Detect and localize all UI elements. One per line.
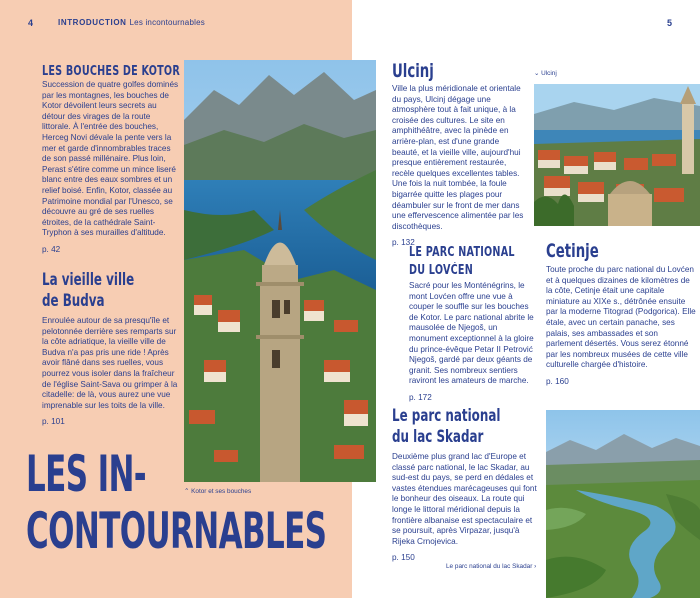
ulcinj-illustration bbox=[534, 84, 700, 226]
skadar-heading bbox=[392, 406, 547, 448]
ulcinj-page-ref: p. 132 bbox=[392, 238, 415, 248]
skadar-illustration bbox=[546, 410, 700, 598]
caption-right-arrow-icon: › bbox=[534, 563, 537, 570]
skadar-text: Deuxième plus grand lac d'Europe et classé parc national, le lac Skadar, au sud-est du pays, se perd en dédales et vastes étendues marécageuses qui font le bonheur des oiseaux. La route qui longe le littoral méridional depuis la frontière albanaise est spectaculaire et se poursuit, après Virpazar, jusqu'à Rijeka Crnojevica. bbox=[392, 452, 537, 546]
skadar-title-line2: du lac Skadar bbox=[392, 427, 484, 447]
ulcinj-text: Ville la plus méridionale et orientale du pays, Ulcinj dégage une atmosphère tout à fait unique, à la croisée des cultures. Le site en amphithéâtre, avec la pinède en arrière-plan, est d'une grande beauté, et la vieille ville, aujourd'hui presque entièrement restaurée, recèle quelques excellentes tables. Une fois la nuit tombée, la foule bigarrée quitte les plages pour déambuler sur le front de mer dans une effervescence alimentée par les discothèques. bbox=[392, 84, 524, 231]
cetinje-title: Cetinje bbox=[546, 240, 599, 262]
ulcinj-photo-caption: ⌄ Ulcinj bbox=[534, 70, 557, 77]
budva-title-line1: La vieille ville bbox=[42, 270, 135, 290]
cetinje-body bbox=[546, 265, 696, 388]
skadar-title-line1: Le parc national bbox=[392, 406, 501, 426]
section-title: Les incontournables bbox=[129, 18, 205, 27]
kotor-page-ref: p. 42 bbox=[42, 244, 61, 254]
budva-page-ref: p. 101 bbox=[42, 417, 65, 427]
caption-up-arrow-icon: ⌃ bbox=[184, 488, 190, 495]
ulcinj-body bbox=[392, 84, 524, 249]
main-title-line2: CONTOURNABLES bbox=[26, 502, 327, 560]
kotor-title: LES BOUCHES DE KOTOR bbox=[42, 64, 180, 79]
cetinje-heading bbox=[546, 240, 621, 262]
caption-down-arrow-icon: ⌄ bbox=[534, 70, 540, 77]
budva-title-line2: de Budva bbox=[42, 291, 105, 311]
section-label: INTRODUCTION bbox=[58, 18, 127, 27]
lovcen-text: Sacré pour les Monténégrins, le mont Lovćen offre une vue à couper le souffle sur les bouches de Kotor. Le parc national abrite le mausolée de Njegoš, un monument exceptionnel à la gloire du prince-évêque Petar II Petrović Njegoš, gardé par deux géants de granit. Ses nombreux sentiers raviront les amateurs de marche. bbox=[409, 281, 534, 386]
right-page-number: 5 bbox=[667, 18, 673, 28]
cetinje-text: Toute proche du parc national du Lovćen et à quelques dizaines de kilomètres de la côte, Cetinje était une capitale miniature au XIXe s., détrônée ensuite par la moderne Titograd (Podgorica). Elle étale, avec un certain panache, ses palais, ses ambassades et son parlement désertés. Vous serez étonné par les nombreux musées de cette ville culturelle chargée d'histoire. bbox=[546, 265, 696, 370]
budva-body bbox=[42, 316, 180, 428]
lovcen-title-line2: DU LOVĆEN bbox=[409, 263, 473, 278]
cetinje-page-ref: p. 160 bbox=[546, 376, 569, 386]
kotor-illustration bbox=[184, 60, 376, 482]
running-header bbox=[58, 18, 205, 27]
kotor-body bbox=[42, 80, 180, 256]
lovcen-page-ref: p. 172 bbox=[409, 392, 432, 402]
ulcinj-photo bbox=[534, 84, 700, 226]
lovcen-heading bbox=[409, 243, 552, 279]
lovcen-body bbox=[409, 281, 534, 404]
left-page-number: 4 bbox=[28, 18, 34, 28]
budva-heading bbox=[42, 270, 174, 312]
budva-text: Enroulée autour de sa presqu'île et pelotonnée derrière ses remparts sur la côte adriatique, la vieille ville de Budva n'a pas pris une ride ! Après avoir flâné dans ses ruelles, vous pourrez vous isoler dans la fraîcheur de l'église Saint-Sava ou grimper à la citadelle: de là, vous aurez une vue imprenable sur les toits de la ville. bbox=[42, 316, 178, 410]
ulcinj-heading bbox=[392, 60, 452, 82]
lovcen-title-line1: LE PARC NATIONAL bbox=[409, 245, 515, 260]
skadar-photo bbox=[546, 410, 700, 598]
main-title-line1: LES IN- bbox=[26, 445, 147, 503]
skadar-page-ref: p. 150 bbox=[392, 553, 415, 563]
skadar-photo-caption: Le parc national du lac Skadar › bbox=[446, 563, 537, 570]
kotor-text: Succession de quatre golfes dominés par les montagnes, les bouches de Kotor dévoilent leurs secrets au détour des virages de la route littorale. À l'entrée des bouches, Herceg Novi dévale la pente vers la mer et garde d'innombrables traces de son passé millénaire. Plus loin, Perast s'étire comme un mince liseré blanc entre des eaux sombres et un relief boisé. Enfin, Kotor, classée au Patrimoine mondial par l'Unesco, se découvre au gré de ses ruelles étroites, de la cathédrale Saint-Tryphon à ses murailles d'altitude. bbox=[42, 80, 179, 238]
kotor-photo-caption: ⌃ Kotor et ses bouches bbox=[184, 488, 252, 495]
skadar-body bbox=[392, 452, 537, 564]
ulcinj-title: Ulcinj bbox=[392, 60, 434, 82]
kotor-photo bbox=[184, 60, 376, 482]
